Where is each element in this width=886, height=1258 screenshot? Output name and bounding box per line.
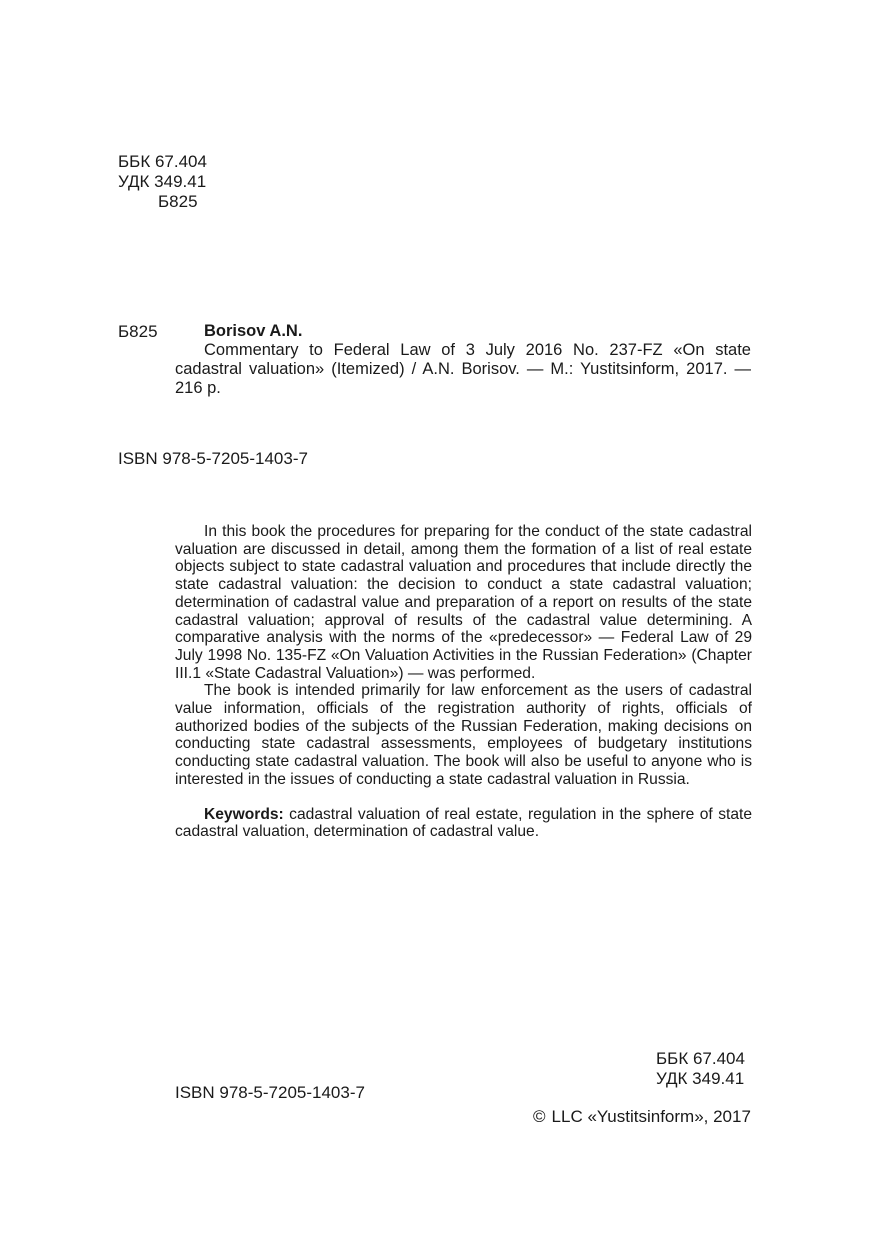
keywords-label: Keywords: [204,805,284,823]
keywords-paragraph [175,806,752,841]
abstract [175,523,752,841]
bbk-code: ББК 67.404 [118,152,207,171]
udk-code: УДК 349.41 [118,172,207,191]
bibliographic-description: Commentary to Federal Law of 3 July 2016 No. 237-FZ «On state cadastral valuation» (Itemized) / A.N. Borisov. — M.: Yustitsinform, 2017. — 216 p. [175,341,751,397]
abstract-paragraph-1: In this book the procedures for preparing for the conduct of the state cadastral valuation are discussed in detail, among them the formation of a list of real estate objects subject to state cadastral valuation and procedures that include directly the state cadastral valuation: the decision to conduct a state cadastral valuation; determination of cadastral value and preparation of a report on results of the state cadastral valuation; approval of results of the cadastral value determining. A comparative analysis with the norms of the «predecessor» — Federal Law of 29 July 1998 No. 135-FZ «On Valuation Activities in the Russian Federation» (Chapter III.1 «State Cadastral Valuation») — was performed. [175,523,752,682]
keywords-text: cadastral valuation of real estate, regulation in the sphere of state cadastral valuation, determination of cadastral value. [175,805,752,841]
isbn-bottom: ISBN 978-5-7205-1403-7 [175,1083,365,1102]
isbn-top: ISBN 978-5-7205-1403-7 [118,449,308,468]
bottom-classification-codes [656,1049,745,1089]
top-classification-codes [118,152,207,212]
bibliographic-record [175,322,751,398]
bbk-code-bottom: ББК 67.404 [656,1049,745,1068]
bibliography-author-mark: Б825 [118,322,158,341]
copyright-symbol: © [533,1107,546,1126]
author-name: Borisov A.N. [204,322,303,340]
author-mark: Б825 [158,192,198,211]
udk-code-bottom: УДК 349.41 [656,1069,745,1088]
copyright-text: LLC «Yustitsinform», 2017 [551,1107,751,1126]
copyright-notice [533,1107,751,1127]
abstract-paragraph-2: The book is intended primarily for law enforcement as the users of cadastral value information, officials of the registration authority of rights, officials of authorized bodies of the subjects of the Russian Federation, making decisions on conducting state cadastral assessments, employees of budgetary institutions conducting state cadastral valuation. The book will also be useful to anyone who is interested in the issues of conducting a state cadastral valuation in Russia. [175,682,752,788]
